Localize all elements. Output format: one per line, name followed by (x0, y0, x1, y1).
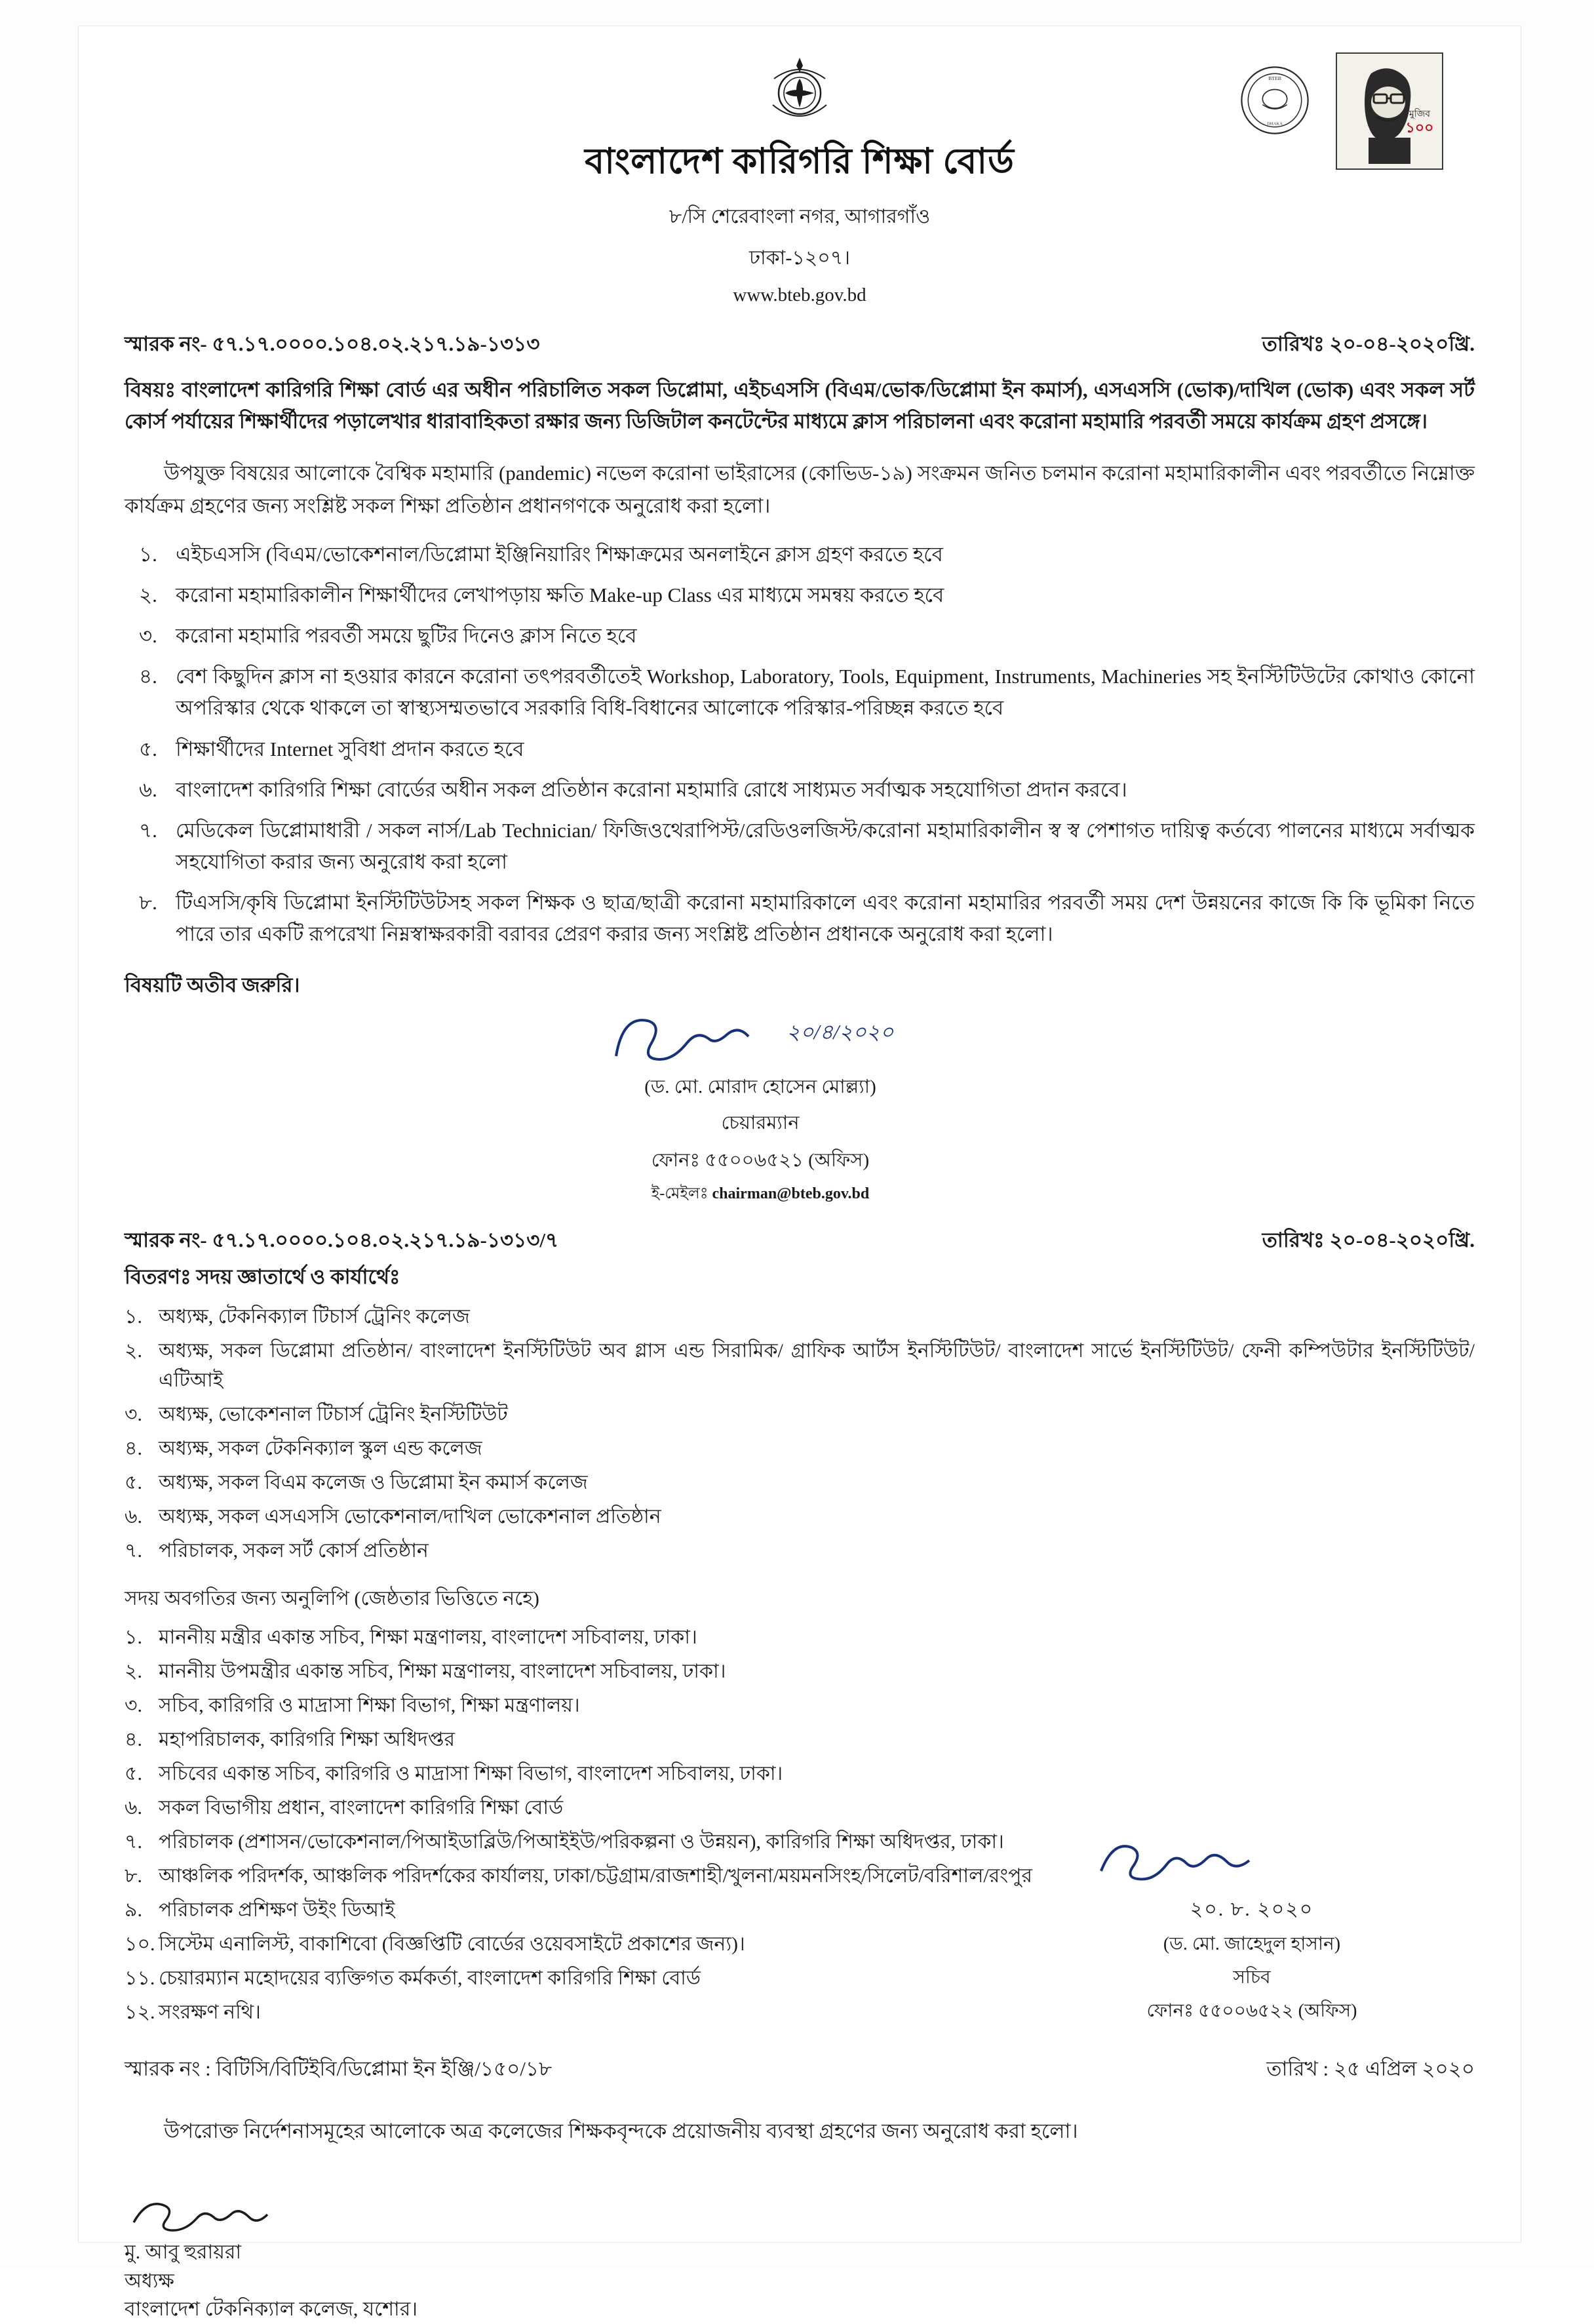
list-item-number: ৪. (125, 1728, 142, 1750)
copy-heading: সদয় অবগতির জন্য অনুলিপি (জেষ্ঠতার ভিত্তিতে নহে) (125, 1587, 539, 1609)
list-item-text: পরিচালক (প্রশাসন/ভোকেশনাল/পিআইডাব্লিউ/পিআইইউ/পরিকল্পনা ও উন্নয়ন), কারিগরি শিক্ষা অধিদপ্তর, ঢাকা। (159, 1830, 1004, 1853)
distribution-list (79, 1302, 1521, 1566)
list-item-number: ৮. (125, 1864, 142, 1887)
list-item (125, 1657, 1475, 1686)
secretary-name: (ড. মো. জাহেদুল হাসান) (1163, 1933, 1341, 1954)
list-item-text: সচিবের একান্ত সচিব, কারিগরি ও মাদ্রাসা শিক্ষা বিভাগ, বাংলাদেশ সচিবালয়, ঢাকা। (159, 1762, 783, 1784)
secretary-signature-icon (1081, 1832, 1422, 1891)
letterhead (79, 26, 1521, 306)
list-item-text: মহাপরিচালক, কারিগরি শিক্ষা অধিদপ্তর (159, 1728, 455, 1750)
organization-address-line1: ৮/সি শেরেবাংলা নগর, আগারগাঁও (669, 206, 931, 227)
list-item-text: বেশ কিছুদিন ক্লাস না হওয়ার কারনে করোনা তৎপরবর্তীতেই Workshop, Laboratory, Tools, Equipment, Instruments, Machineries সহ ইনস্টিটিউটের কোথাও কোনো অপরিস্কার থেকে থাকলে তা স্বাস্থ্যসম্মতভাবে সরকারি বিধি-বিধানের আলোকে পরিস্কার-পরিচ্ছন্ন করতে হবে (176, 665, 1475, 720)
list-item-text: সকল বিভাগীয় প্রধান, বাংলাদেশ কারিগরি শিক্ষা বোর্ড (159, 1796, 564, 1819)
chairman-title: চেয়ারম্যান (721, 1112, 800, 1133)
list-item (125, 1400, 1475, 1429)
list-item-number: ১০. (125, 1933, 155, 1955)
list-item-number: ৪. (125, 1437, 142, 1459)
list-item-text: অধ্যক্ষ, সকল বিএম কলেজ ও ডিপ্লোমা ইন কমার্স কলেজ (159, 1471, 588, 1493)
list-item-number: ৮. (139, 890, 157, 914)
list-item-number: ১২. (125, 2001, 155, 2023)
list-item-number: ৩. (125, 1403, 143, 1425)
chairman-email-row (590, 1181, 931, 1208)
list-item (139, 620, 1475, 652)
list-item (125, 1302, 1475, 1331)
secretary-phone: ফোনঃ ৫৫০০৬৫২২ (অফিস) (1146, 2000, 1357, 2021)
list-item (125, 1502, 1475, 1531)
secretary-title: সচিব (1233, 1967, 1271, 1988)
memo-line-2 (79, 1225, 1521, 1259)
list-item (125, 1793, 1475, 1822)
principal-title: অধ্যক্ষ (125, 2270, 174, 2292)
email-label: ই-মেইলঃ (651, 1185, 709, 1202)
list-item-number: ৭. (125, 1539, 143, 1562)
memo-line (79, 328, 1521, 363)
list-item-number: ২. (125, 1660, 143, 1682)
chairman-signature-icon (590, 1010, 931, 1071)
list-item (139, 734, 1475, 765)
mujib-borsho-logo-icon (1336, 52, 1443, 170)
list-item-text: চেয়ারম্যান মহোদয়ের ব্যক্তিগত কর্মকর্তা, বাংলাদেশ কারিগরি শিক্ষা বোর্ড (159, 1967, 701, 1989)
footer-memo-number: স্মারক নং : বিটিসি/বিটিইবি/ডিপ্লোমা ইন ইঞ্জি/১৫০/১৮ (125, 2057, 553, 2080)
list-item (139, 774, 1475, 806)
chairman-name: (ড. মো. মোরাদ হোসেন মোল্ল্যা) (644, 1076, 876, 1097)
list-item-text: শিক্ষার্থীদের Internet সুবিধা প্রদান করতে হবে (176, 737, 524, 760)
svg-text:BTEB: BTEB (1268, 75, 1281, 82)
memo-date: তারিখঃ ২০-০৪-২০২০খ্রি. (1262, 332, 1475, 355)
list-item-text: বাংলাদেশ কারিগরি শিক্ষা বোর্ডের অধীন সকল প্রতিষ্ঠান করোনা মহামারি রোধে সাধ্যমত সর্বাত্মক সহযোগিতা প্রদান করবে। (176, 778, 1127, 801)
list-item-number: ৬. (125, 1796, 143, 1819)
list-item (125, 1691, 1475, 1720)
list-item (139, 815, 1475, 878)
principal-institution: বাংলাদেশ টেকনিক্যাল কলেজ, যশোর। (125, 2298, 418, 2321)
list-item-text: সংরক্ষণ নথি। (159, 2001, 261, 2023)
chairman-phone: ফোনঃ ৫৫০০৬৫২১ (অফিস) (651, 1149, 870, 1171)
list-item-number: ৫. (125, 1471, 142, 1493)
letter-sheet (79, 26, 1521, 2321)
list-item (139, 887, 1475, 950)
list-item-text: মেডিকেল ডিপ্লোমাধারী / সকল নার্স/Lab Technician/ ফিজিওথেরাপিস্ট/রেডিওলজিস্ট/করোনা মহামারিকালীন স্ব স্ব পেশাগত দায়িত্ব কর্তব্যে পালনের মাধ্যমে সর্বাত্মক সহযোগিতা করার জন্য অনুরোধ করা হলো (176, 818, 1475, 873)
chairman-signature-block (79, 1010, 1521, 1208)
list-item (125, 1434, 1475, 1463)
list-item-text: সিস্টেম এনালিস্ট, বাকাশিবো (বিজ্ঞপ্তিটি বোর্ডের ওয়েবসাইটে প্রকাশের জন্য)। (159, 1933, 745, 1955)
list-item-number: ১. (139, 543, 157, 566)
list-item-text: আঞ্চলিক পরিদর্শক, আঞ্চলিক পরিদর্শকের কার্যালয়, ঢাকা/চট্টগ্রাম/রাজশাহী/খুলনা/ময়মনসিংহ/সিলেট/বরিশাল/রংপুর (159, 1864, 1033, 1887)
list-item-text: অধ্যক্ষ, সকল টেকনিক্যাল স্কুল এন্ড কলেজ (159, 1437, 482, 1459)
list-item-text: মাননীয় উপমন্ত্রীর একান্ত সচিব, শিক্ষা মন্ত্রণালয়, বাংলাদেশ সচিবালয়, ঢাকা। (159, 1660, 726, 1682)
list-item-text: এইচএসসি (বিএম/ভোকেশনাল/ডিপ্লোমা ইঞ্জিনিয়ারিং শিক্ষাক্রমের অনলাইনে ক্লাস গ্রহণ করতে হবে (176, 543, 943, 566)
list-item-text: পরিচালক, সকল সর্ট কোর্স প্রতিষ্ঠান (159, 1539, 429, 1562)
chairman-email: chairman@bteb.gov.bd (712, 1185, 870, 1202)
subject-line: বিষয়ঃ বাংলাদেশ কারিগরি শিক্ষা বোর্ড এর অধীন পরিচালিত সকল ডিপ্লোমা, এইচএসসি (বিএম/ভোক/ডিপ্লোমা ইন কমার্স), এসএসসি (ভোক)/দাখিল (ভোক) এবং সকল সর্ট কোর্স পর্যায়ের শিক্ষার্থীদের পড়ালেখার ধারাবাহিকতা রক্ষার জন্য ডিজিটাল কনটেন্টের মাধ্যমে ক্লাস পরিচালনা এবং করোনা মহামারি পরবর্তী সময়ে কার্যক্রম গ্রহণ প্রসঙ্গে। (125, 378, 1475, 433)
memo-number: স্মারক নং- ৫৭.১৭.০০০০.১০৪.০২.২১৭.১৯-১৩১৩ (125, 332, 540, 355)
svg-text:DHAKA: DHAKA (1267, 121, 1283, 127)
bangladesh-govt-emblem-icon (761, 52, 838, 130)
memo-number-2: স্মারক নং- ৫৭.১৭.০০০০.১০৪.০২.২১৭.১৯-১৩১৩/৭ (125, 1228, 559, 1251)
list-item-text: সচিব, কারিগরি ও মাদ্রাসা শিক্ষা বিভাগ, শিক্ষা মন্ত্রণালয়। (159, 1694, 580, 1716)
list-item-number: ১. (125, 1305, 142, 1328)
principal-signature-icon (125, 2192, 1475, 2238)
list-item (125, 1623, 1475, 1652)
list-item-text: অধ্যক্ষ, ভোকেশনাল টিচার্স ট্রেনিং ইনস্টিটিউট (159, 1403, 508, 1425)
distribution-heading: বিতরণঃ সদয় জ্ঞাতার্থে ও কার্যার্থেঃ (125, 1265, 400, 1288)
list-item-number: ৭. (125, 1830, 143, 1853)
list-item-number: ৫. (139, 737, 157, 760)
list-item-number: ১১. (125, 1967, 155, 1989)
list-item-text: অধ্যক্ষ, টেকনিক্যাল টিচার্স ট্রেনিং কলেজ (159, 1305, 470, 1328)
footer-memo-line (79, 2053, 1521, 2087)
list-item (125, 1336, 1475, 1395)
list-item (125, 1536, 1475, 1566)
list-item-number: ৪. (139, 665, 157, 688)
organization-address-line2: ঢাকা-১২০৭। (748, 247, 851, 269)
footer-memo-date: তারিখ : ২৫ এপ্রিল ২০২০ (1266, 2057, 1475, 2080)
intro-paragraph: উপযুক্ত বিষয়ের আলোকে বৈশ্বিক মহামারি (pandemic) নভেল করোনা ভাইরাসের (কোভিড-১৯) সংক্রমন জনিত চলমান করোনা মহামারিকালীন এবং পরবর্তীতে নিম্নোক্ত কার্যক্রম গ্রহণের জন্য সংশ্লিষ্ট সকল শিক্ষা প্রতিষ্ঠান প্রধানগণকে অনুরোধ করা হলো। (125, 462, 1475, 517)
directives-list (79, 539, 1521, 950)
list-item-text: অধ্যক্ষ, সকল এসএসসি ভোকেশনাল/দাখিল ভোকেশনাল প্রতিষ্ঠান (159, 1505, 661, 1527)
list-item (125, 1759, 1475, 1788)
svg-text:মুজিব: মুজিব (1409, 109, 1431, 119)
list-item (139, 580, 1475, 611)
bteb-official-seal-icon (1239, 64, 1311, 136)
list-item-number: ৫. (125, 1762, 142, 1784)
list-item-text: টিএসসি/কৃষি ডিপ্লোমা ইনস্টিটিউটসহ সকল শিক্ষক ও ছাত্র/ছাত্রী করোনা মহামারিকালে এবং করোনা মহামারির পরবর্তী সময় দেশ উন্নয়নের কাজে কি কি ভূমিকা নিতে পারে তার একটি রূপরেখা নিম্নস্বাক্ষরকারী বরাবর প্রেরণ করার জন্য সংশ্লিষ্ট প্রতিষ্ঠান প্রধানকে অনুরোধ করা হলো। (176, 890, 1475, 945)
list-item-number: ৬. (125, 1505, 143, 1527)
organization-name: বাংলাদেশ কারিগরি শিক্ষা বোর্ড (585, 142, 1015, 181)
secretary-signature-block (1081, 1832, 1422, 2027)
organization-website: www.bteb.gov.bd (733, 285, 866, 305)
list-item-number: ২. (125, 1339, 143, 1362)
list-item-number: ২. (139, 583, 157, 607)
principal-name: মু. আবু হুরায়রা (125, 2241, 242, 2264)
list-item (139, 661, 1475, 724)
list-item (139, 539, 1475, 570)
list-item-number: ৯. (125, 1899, 142, 1921)
memo-date-2: তারিখঃ ২০-০৪-২০২০খ্রি. (1262, 1228, 1475, 1251)
list-item-text: করোনা মহামারিকালীন শিক্ষার্থীদের লেখাপড়ায় ক্ষতি Make-up Class এর মাধ্যমে সমন্বয় করতে হবে (176, 583, 944, 607)
list-item-number: ৬. (139, 778, 157, 801)
secretary-signature-date: ২০. ৮. ২০২০ (1190, 1898, 1314, 1920)
svg-text:১০০: ১০০ (1405, 119, 1434, 136)
list-item-text: মাননীয় মন্ত্রীর একান্ত সচিব, শিক্ষা মন্ত্রণালয়, বাংলাদেশ সচিবালয়, ঢাকা। (159, 1626, 697, 1648)
chairman-signature-date: ২০/৪/২০২০ (787, 1019, 894, 1044)
closing-paragraph: উপরোক্ত নির্দেশনাসমূহের আলোকে অত্র কলেজের শিক্ষকবৃন্দকে প্রয়োজনীয় ব্যবস্থা গ্রহণের জন্য অনুরোধ করা হলো। (164, 2119, 1078, 2142)
list-item-text: করোনা মহামারি পরবর্তী সময়ে ছুটির দিনেও ক্লাস নিতে হবে (176, 624, 637, 648)
list-item (125, 1468, 1475, 1497)
urgent-note: বিষয়টি অতীব জরুরি। (125, 973, 300, 996)
principal-signature-block (79, 2192, 1521, 2324)
list-item-number: ৩. (139, 624, 157, 648)
list-item (125, 1725, 1475, 1754)
list-item-text: অধ্যক্ষ, সকল ডিপ্লোমা প্রতিষ্ঠান/ বাংলাদেশ ইনস্টিটিউট অব গ্লাস এন্ড সিরামিক/ গ্রাফিক আর্টস ইনস্টিটিউট/ বাংলাদেশ সার্ভে ইনস্টিটিউট/ ফেনী কম্পিউটার ইনস্টিটিউট/ এটিআই (159, 1339, 1475, 1391)
list-item-number: ৩. (125, 1694, 143, 1716)
list-item-number: ৭. (139, 818, 157, 842)
list-item-number: ১. (125, 1626, 142, 1648)
list-item-text: পরিচালক প্রশিক্ষণ উইং ডিআই (159, 1899, 395, 1921)
